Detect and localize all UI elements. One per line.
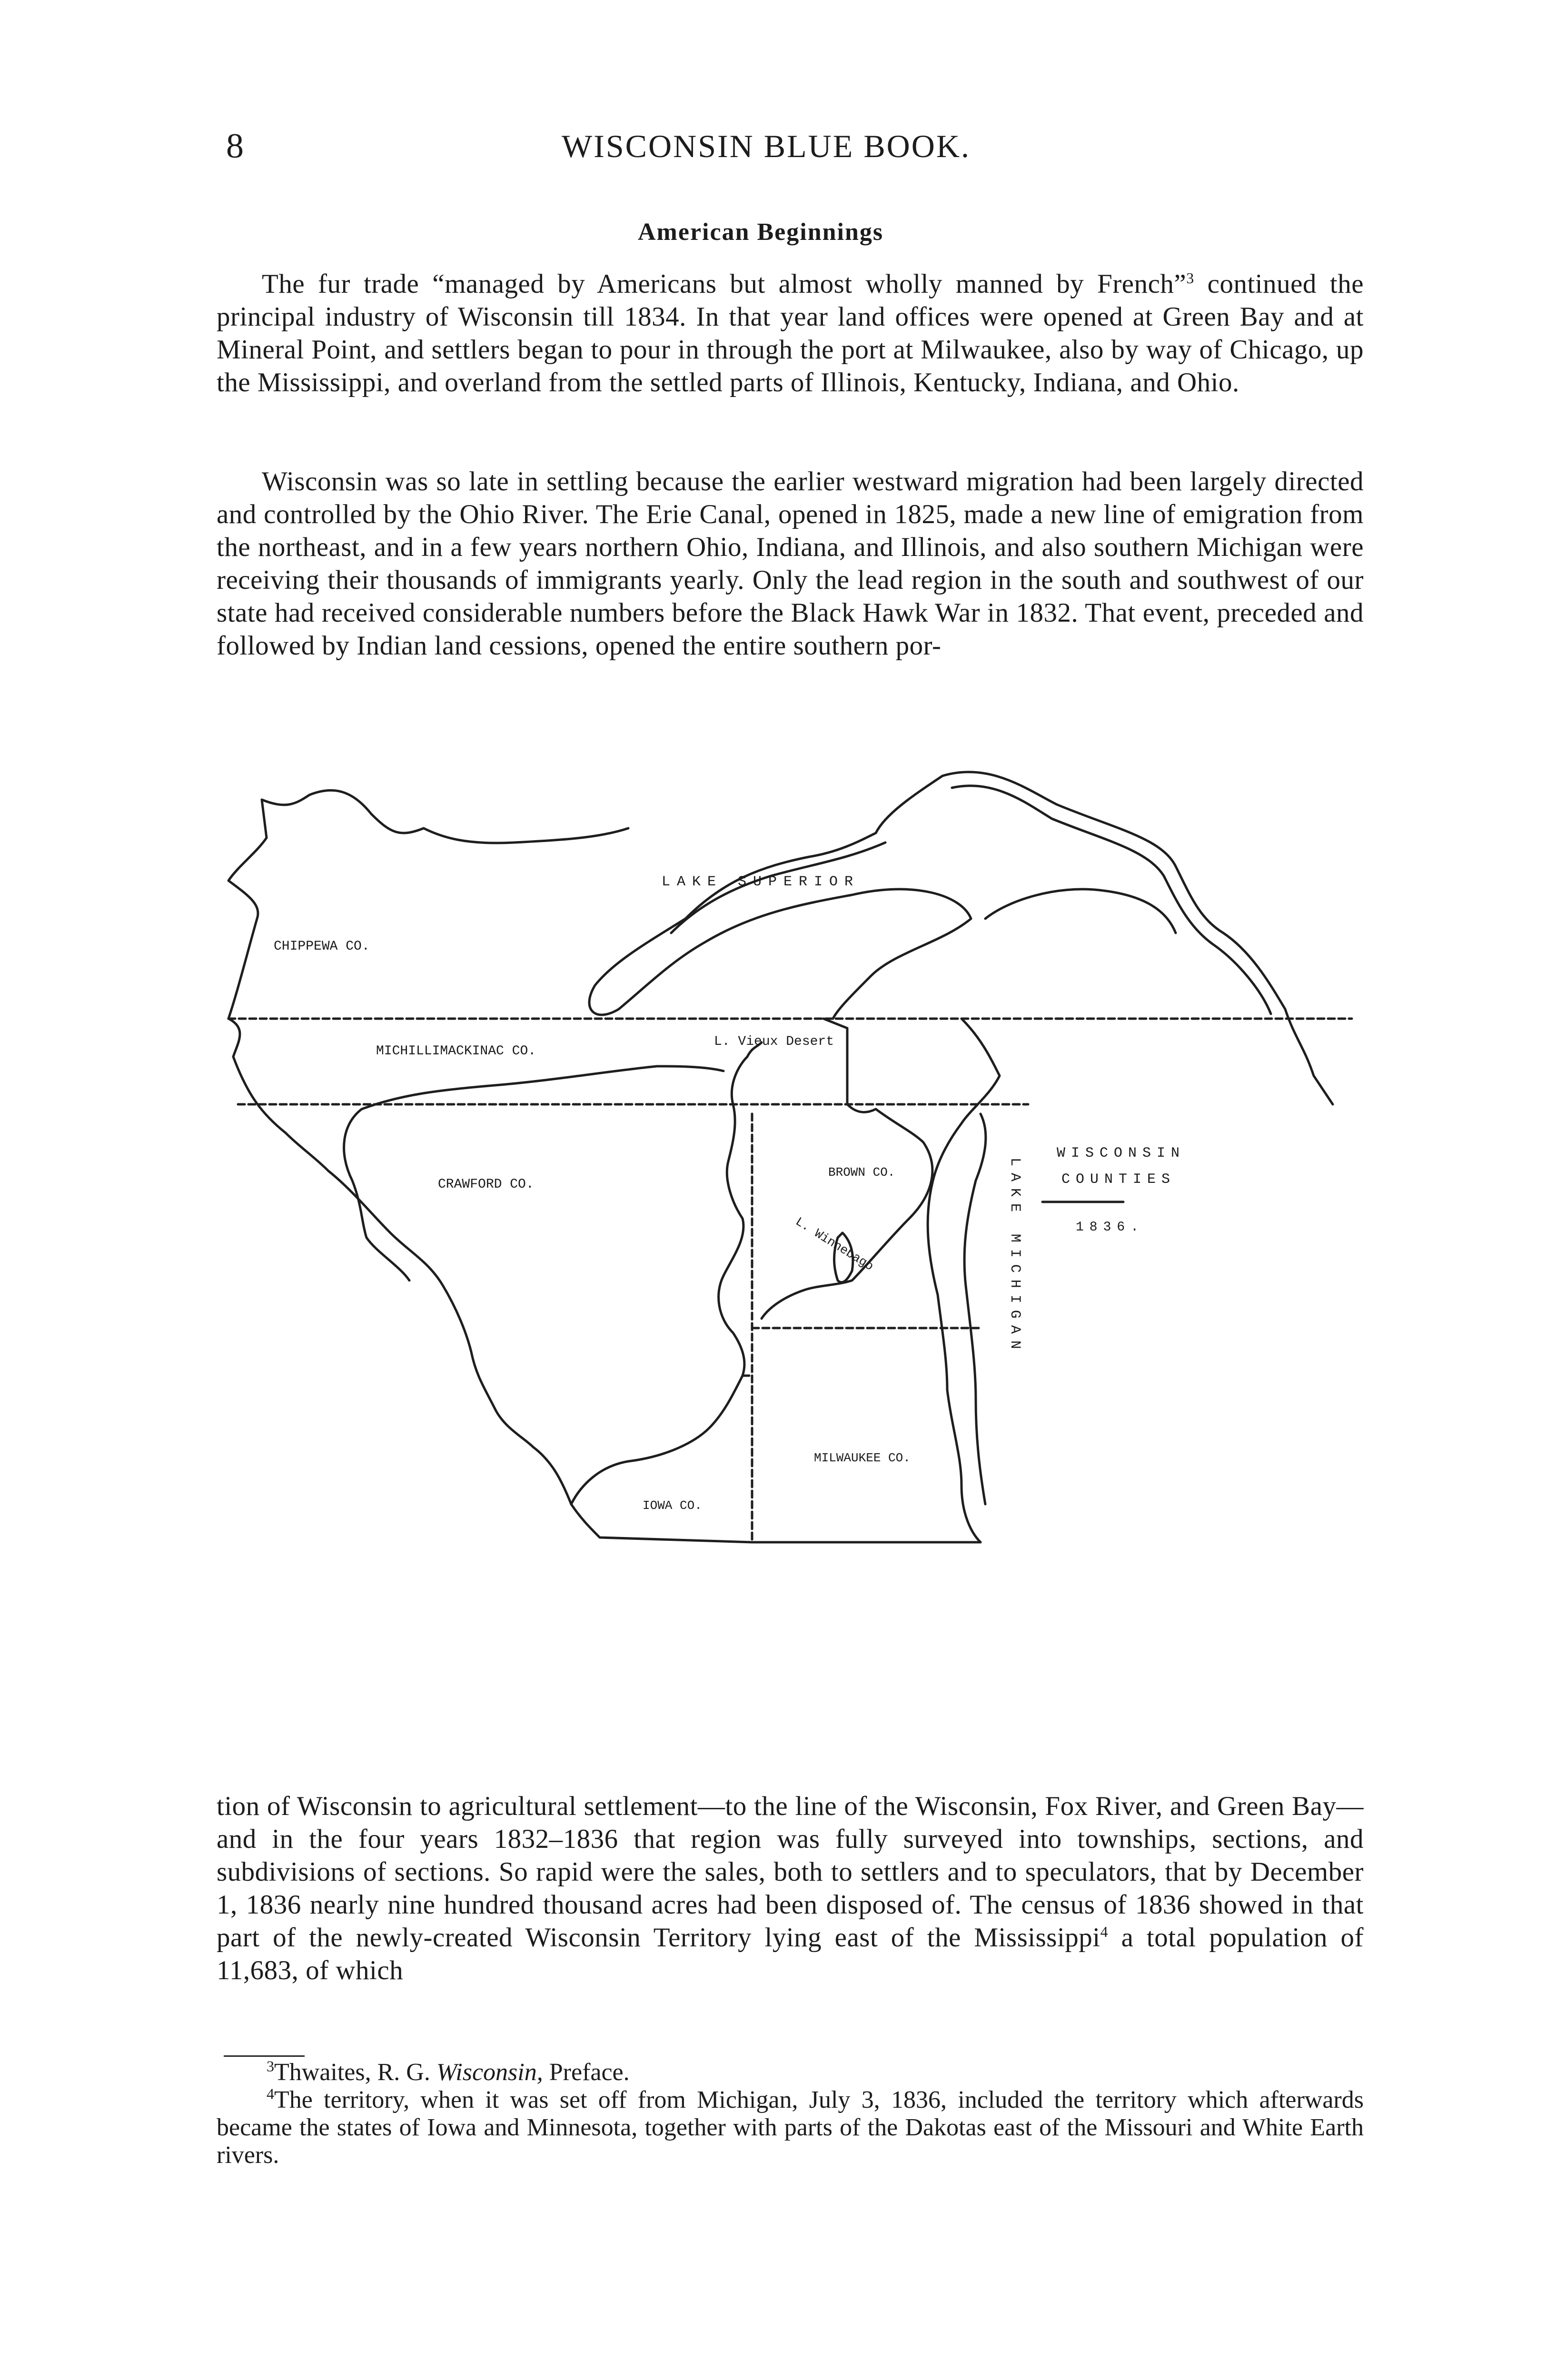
vieux-desert-line: [732, 1042, 762, 1104]
label-lake-winnebago: L. Winnebago: [793, 1214, 876, 1274]
lake-michigan-shore-inner: [964, 1114, 986, 1504]
lake-superior-south-shore: [589, 776, 971, 1019]
paragraph-3-text-b: a total population of 11,683, of which: [217, 1923, 1364, 1985]
label-chippewa-county: CHIPPEWA CO.: [274, 939, 370, 954]
paragraph-3-text-a: tion of Wisconsin to agricultural settlement—to the line of the Wisconsin, Fox River, and Green Bay—and in the four years 1832–1836 that region was fully surveyed into townships, sections, and subdivisions of sections. So rapid were the sales, both to settlers and to speculators, that by December 1, 1836 nearly nine hundred thousand acres had been disposed of. The census of 1836 showed in that part of the newly-created Wisconsin Territory lying east of the Mississippi: [217, 1791, 1364, 1953]
footnote-3-title: Wisconsin,: [436, 2059, 543, 2086]
label-lake-michigan: LAKE MICHIGAN: [1007, 1157, 1023, 1356]
western-boundary: [262, 790, 628, 843]
legend-title-line-1: WISCONSIN: [1057, 1145, 1186, 1161]
paragraph-1-text-a: The fur trade “managed by Americans but almost wholly manned by French”: [262, 269, 1187, 299]
brown-north-line: [823, 1019, 876, 1112]
footnote-ref-3: 3: [1186, 269, 1194, 287]
page-number: 8: [226, 127, 244, 166]
footnote-4-mark: 4: [267, 2085, 274, 2102]
western-boundary-left: [228, 800, 571, 1504]
fox-river-line: [719, 1104, 744, 1376]
label-brown-county: BROWN CO.: [828, 1165, 895, 1180]
footnote-rule: [224, 2055, 305, 2057]
lake-superior-shore: [942, 772, 1333, 1104]
green-bay-shore: [762, 1109, 932, 1319]
mississippi-bend: [571, 1376, 743, 1504]
label-milwaukee-county: MILWAUKEE CO.: [814, 1451, 911, 1465]
label-vieux-desert: L. Vieux Desert: [714, 1034, 834, 1049]
footnote-3: [217, 2059, 1364, 2086]
paragraph-3: [217, 1790, 1364, 1987]
running-title: WISCONSIN BLUE BOOK.: [562, 128, 971, 164]
southern-boundary: [571, 1504, 981, 1542]
wisconsin-counties-map: [219, 762, 1361, 1761]
paragraph-1: [217, 268, 1364, 399]
label-iowa-county: IOWA CO.: [643, 1498, 702, 1513]
michillimackinac-boundary: [362, 1066, 723, 1109]
paragraph-2: Wisconsin was so late in settling because the earlier westward migration had been largely directed and controlled by the Ohio River. The Erie Canal, opened in 1825, made a new line of emigration from the northeast, and in a few years northern Ohio, Indiana, and Illinois, and also southern Michigan were receiving their thousands of immigrants yearly. Only the lead region in the south and southwest of our state had received considerable numbers before the Black Hawk War in 1832. That event, preceded and followed by Indian land cessions, opened the entire southern por-: [217, 466, 1364, 661]
footnote-3-mark: 3: [267, 2057, 274, 2075]
label-michillimackinac-county: MICHILLIMACKINAC CO.: [376, 1044, 536, 1059]
section-heading: American Beginnings: [638, 218, 884, 246]
paragraph-1-text-b: continued the principal industry of Wisconsin till 1834. In that year land offices were opened at Green Bay and at Mineral Point, and settlers began to pour in through the port at Milwaukee, also by way of Chicago, up the Mississippi, and overland from the settled parts of Illinois, Kentucky, Indiana, and Ohio.: [217, 269, 1364, 397]
legend-year: 1836.: [1076, 1220, 1145, 1235]
label-lake-superior: LAKE SUPERIOR: [662, 874, 860, 890]
footnote-4: [217, 2086, 1364, 2169]
lake-michigan-shore: [928, 1019, 1000, 1542]
footnote-3-author: Thwaites, R. G.: [274, 2059, 436, 2086]
legend-title-line-2: COUNTIES: [1061, 1171, 1176, 1188]
label-crawford-county: CRAWFORD CO.: [438, 1177, 534, 1192]
lake-superior-inner-shore: [671, 786, 1271, 1014]
footnote-ref-4: 4: [1100, 1923, 1109, 1940]
footnote-4-text: The territory, when it was set off from Michigan, July 3, 1836, included the territory which afterwards became the states of Iowa and Minnesota, together with parts of the Dakotas east of the Missouri and White Earth rivers.: [217, 2086, 1364, 2169]
footnote-3-rest: Preface.: [543, 2059, 630, 2086]
